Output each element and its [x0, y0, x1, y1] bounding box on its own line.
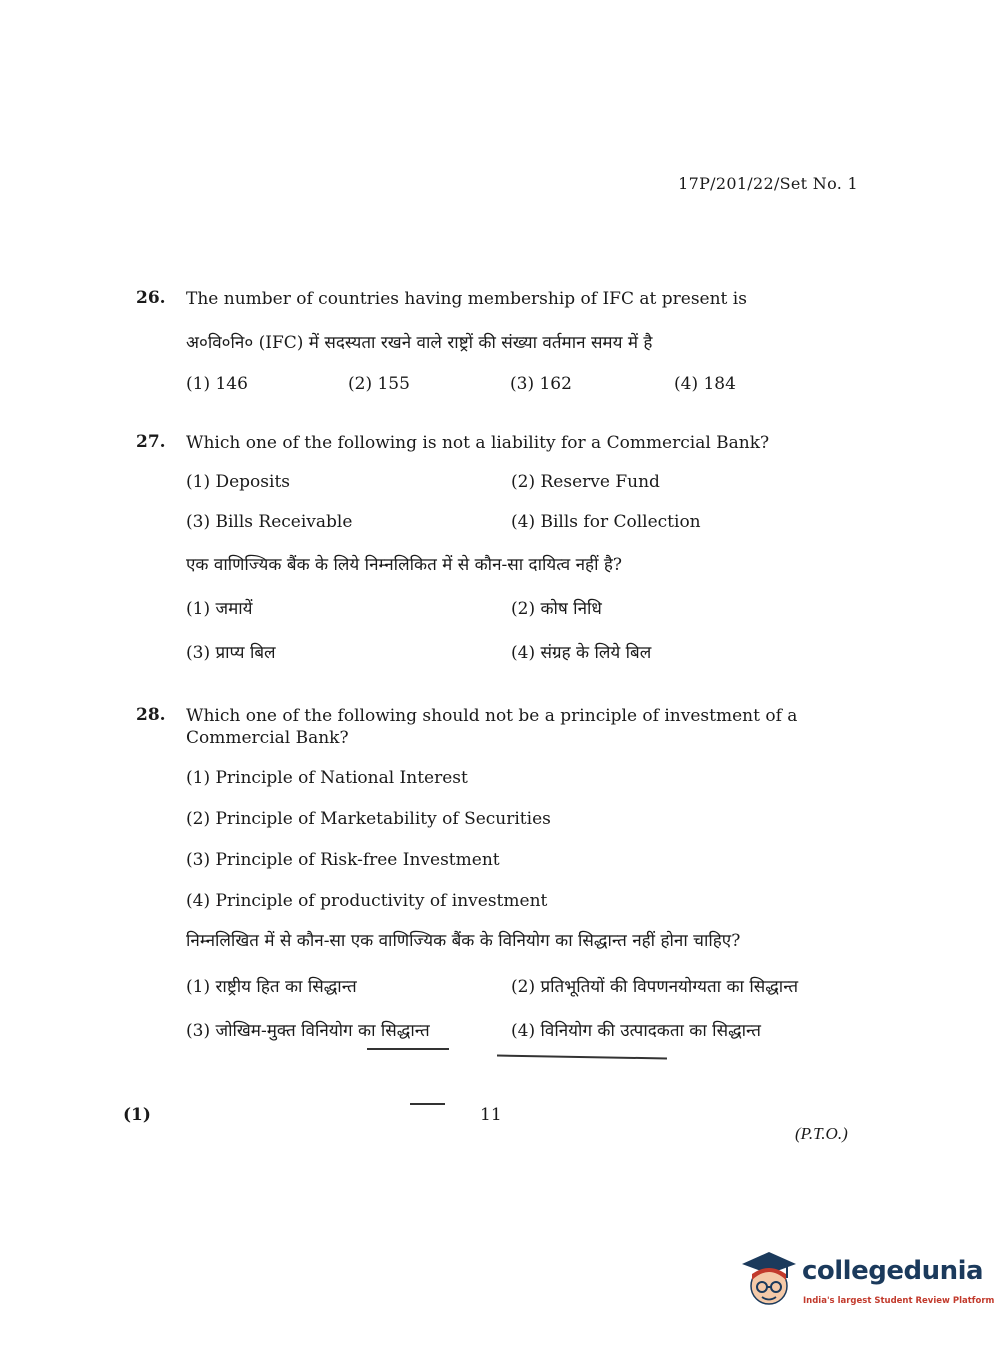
question-text: Which one of the following should not be a principle of investment of a Commercial Bank? — [186, 706, 798, 748]
option-3-hindi: (3) प्राप्य बिल — [186, 643, 276, 663]
option-2-hindi: (2) प्रतिभूतियों की विपणनयोग्यता का सिद्धान्त — [511, 977, 799, 997]
scan-mark — [410, 1103, 445, 1105]
options-row — [186, 374, 866, 396]
option-3: (3) Bills Receivable — [186, 512, 353, 532]
option-2: (2) Reserve Fund — [511, 472, 660, 492]
option-3-hindi: (3) जोखिम-मुक्त विनियोग का सिद्धान्त — [186, 1021, 430, 1041]
option-1: (1) 146 — [186, 374, 248, 394]
option-4: (4) Principle of productivity of investment — [186, 891, 548, 911]
options-row-hindi — [186, 640, 866, 662]
paper-code: 17P/201/22/Set No. 1 — [678, 174, 858, 193]
question-text-hindi: निम्नलिखित में से कौन-सा एक वाणिज्यिक बैंक के विनियोग का सिद्धान्त नहीं होना चाहिए? — [186, 931, 741, 951]
option-2: (2) Principle of Marketability of Securities — [186, 809, 551, 829]
option-1-hindi: (1) राष्ट्रीय हित का सिद्धान्त — [186, 977, 357, 997]
options-row — [186, 512, 866, 534]
question-text-hindi: अ०वि०नि० (IFC) में सदस्यता रखने वाले राष्ट्रों की संख्या वर्तमान समय में है — [186, 333, 653, 353]
brand-tagline: India's largest Student Review Platform — [803, 1296, 995, 1306]
option-4-hindi: (4) संग्रह के लिये बिल — [511, 643, 652, 663]
options-row-hindi — [186, 596, 866, 618]
question-number: 27. — [136, 432, 166, 452]
underline-mark — [497, 1055, 667, 1059]
option-2: (2) 155 — [348, 374, 410, 394]
question-number: 28. — [136, 705, 166, 725]
option-1: (1) Deposits — [186, 472, 291, 492]
option-4: (4) Bills for Collection — [511, 512, 701, 532]
options-row — [186, 472, 866, 494]
question-28 — [136, 705, 866, 1040]
question-text: Which one of the following is not a liability for a Commercial Bank? — [186, 433, 770, 453]
page-number: 11 — [480, 1105, 502, 1125]
option-3: (3) 162 — [510, 374, 572, 394]
question-text: The number of countries having membership of IFC at present is — [186, 289, 747, 309]
option-2-hindi: (2) कोष निधि — [511, 599, 602, 619]
pto-label: (P.T.O.) — [795, 1124, 848, 1143]
question-27 — [136, 432, 866, 662]
option-4-hindi: (4) विनियोग की उत्पादकता का सिद्धान्त — [511, 1021, 761, 1041]
option-1: (1) Principle of National Interest — [186, 768, 468, 788]
options-list — [186, 767, 866, 912]
underline-mark — [367, 1048, 449, 1050]
mascot-icon — [740, 1250, 798, 1312]
question-number: 26. — [136, 288, 166, 308]
footer-mark: (1) — [123, 1105, 151, 1125]
options-row-hindi — [186, 974, 866, 996]
option-3: (3) Principle of Risk-free Investment — [186, 850, 500, 870]
collegedunia-logo — [740, 1248, 995, 1318]
question-26 — [136, 288, 866, 396]
option-1-hindi: (1) जमायें — [186, 599, 253, 619]
options-row-hindi — [186, 1018, 866, 1040]
brand-name: collegedunia — [802, 1256, 984, 1286]
question-text-hindi: एक वाणिज्यिक बैंक के लिये निम्नलिकित में से कौन-सा दायित्व नहीं है? — [186, 555, 623, 575]
option-4: (4) 184 — [674, 374, 736, 394]
